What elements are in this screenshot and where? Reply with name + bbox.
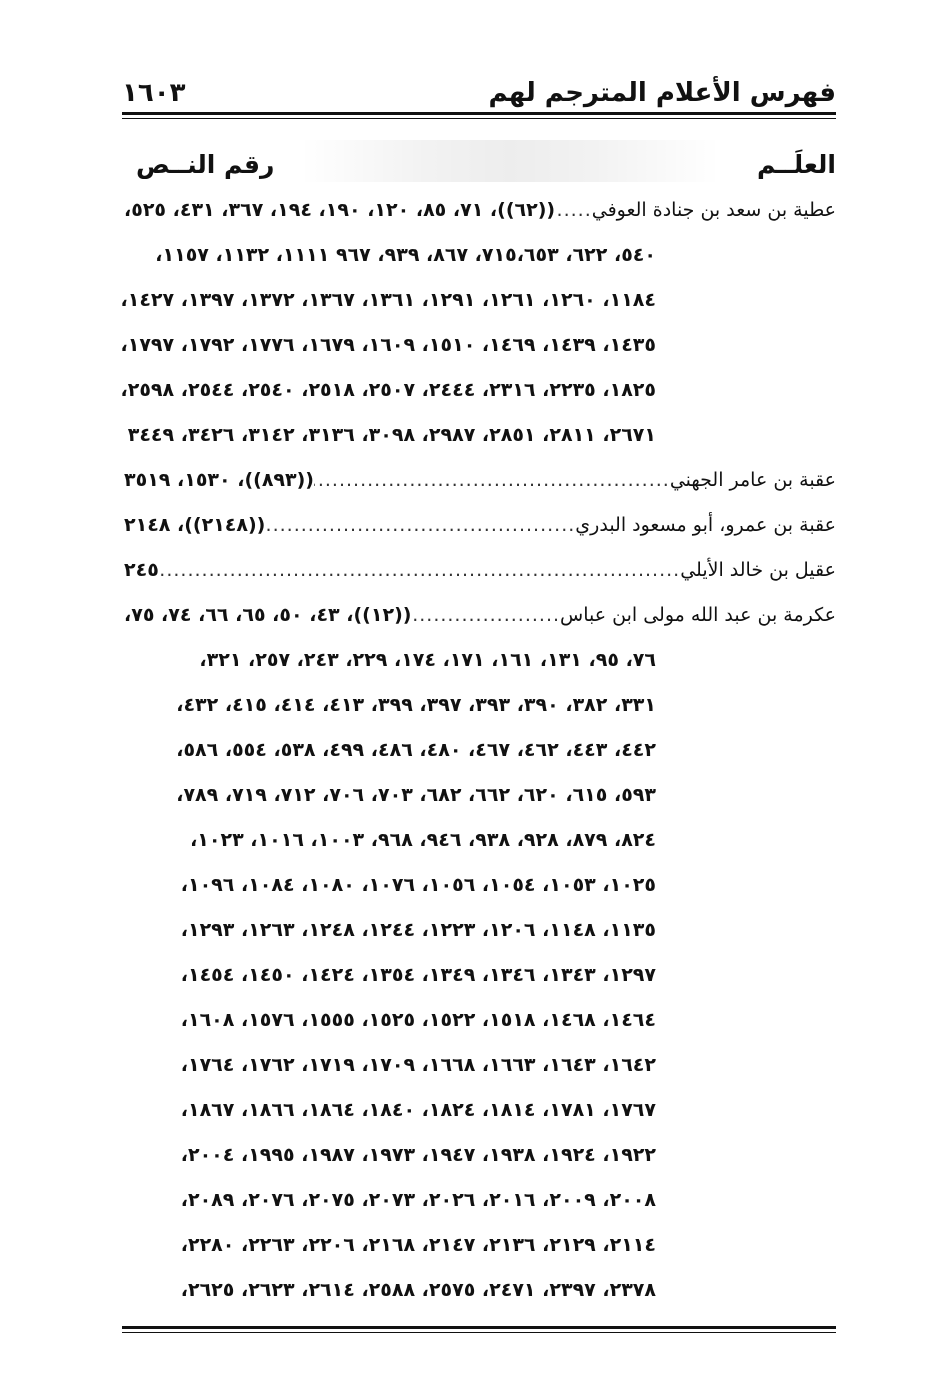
entry-text-numbers: ٥٩٣، ٦١٥، ٦٢٠، ٦٦٢، ٦٨٢، ٧٠٣، ٧٠٦، ٧١٢، ٧١٩، ٧٨٩، [176, 784, 656, 806]
entry-continuation-line [120, 283, 836, 328]
entry-text-numbers: ((٢١٤٨))، ٢١٤٨ [124, 514, 266, 536]
index-entries [120, 193, 836, 1318]
entry-text-numbers: ٨٢٤، ٨٧٩، ٩٢٨، ٩٣٨، ٩٤٦، ٩٦٨، ١٠٠٣، ١٠١٦، ١٠٢٣، [190, 829, 656, 851]
index-entry [124, 598, 836, 643]
entry-text-numbers: ١٠٢٥، ١٠٥٣، ١٠٥٤، ١٠٥٦، ١٠٧٦، ١٠٨٠، ١٠٨٤، ١٠٩٦، [180, 874, 656, 896]
entry-text-numbers: ((٨٩٣))، ١٥٣٠، ٣٥١٩ [124, 469, 314, 491]
running-head [122, 74, 836, 108]
entry-continuation-line [120, 328, 836, 373]
entry-text-numbers: ٢١١٤، ٢١٢٩، ٢١٣٦، ٢١٤٧، ٢١٦٨، ٢٢٠٦، ٢٢٦٣، ٢٢٨٠، [180, 1234, 656, 1256]
entry-text-numbers: ٣٣١، ٣٨٢، ٣٩٠، ٣٩٣، ٣٩٧، ٣٩٩، ٤١٣، ٤١٤، ٤١٥، ٤٣٢، [176, 694, 656, 716]
running-head-title: فهرس الأعلام المترجم لهم [488, 78, 836, 108]
index-entry [124, 463, 836, 508]
entry-continuation-line [124, 238, 836, 283]
entry-text-numbers: ((٦٢))، ٧١، ٨٥، ١٢٠، ١٩٠، ١٩٤، ٣٦٧، ٤٣١، ٥٢٥، [124, 199, 556, 221]
footer-rule-thin [122, 1332, 836, 1333]
entry-continuation-line [124, 1093, 836, 1138]
entry-text-numbers: ٤٤٢، ٤٤٣، ٤٦٢، ٤٦٧، ٤٨٠، ٤٨٦، ٤٩٩، ٥٣٨، ٥٥٤، ٥٨٦، [176, 739, 656, 761]
entry-continuation-line [124, 688, 836, 733]
entry-continuation-line [124, 958, 836, 1003]
entry-continuation-line [124, 1273, 836, 1318]
entry-text-numbers: ١٦٤٢، ١٦٤٣، ١٦٦٣، ١٦٦٨، ١٧٠٩، ١٧١٩، ١٧٦٢، ١٧٦٤، [180, 1054, 656, 1076]
entry-text-numbers: ١٤٣٥، ١٤٣٩، ١٤٦٩، ١٥١٠، ١٦٠٩، ١٦٧٩، ١٧٧٦، ١٧٩٢، ١٧٩٧، [120, 334, 656, 356]
entry-text-numbers: ٢٦٧١، ٢٨١١، ٢٨٥١، ٢٩٨٧، ٣٠٩٨، ٣١٣٦، ٣١٤٢، ٣٤٢٦، ٣٤٤٩ [127, 424, 656, 446]
header-rule [122, 112, 836, 115]
entry-continuation-line [124, 733, 836, 778]
entry-continuation-line [124, 868, 836, 913]
leader-dots [314, 463, 670, 508]
entry-text-numbers: ١٨٢٥، ٢٢٣٥، ٢٣١٦، ٢٤٤٤، ٢٥٠٧، ٢٥١٨، ٢٥٤٠، ٢٥٤٤، ٢٥٩٨، [120, 379, 656, 401]
entry-text-numbers: ١١٣٥، ١١٤٨، ١٢٠٦، ١٢٢٣، ١٢٤٤، ١٢٤٨، ١٢٦٣، ١٢٩٣، [180, 919, 656, 941]
entry-text-numbers: ٥٤٠، ٦٢٢، ٧١٥،٦٥٣، ٨٦٧، ٩٣٩، ٩٦٧ ١١١١، ١١٣٢، ١١٥٧، [155, 244, 656, 266]
entry-text-numbers: ١٧٦٧، ١٧٨١، ١٨١٤، ١٨٢٤، ١٨٤٠، ١٨٦٤، ١٨٦٦، ١٨٦٧، [180, 1099, 656, 1121]
index-entry [124, 508, 836, 553]
entry-text-numbers: ((١٢))، ٤٣، ٥٠، ٦٥، ٦٦، ٧٤، ٧٥، [124, 604, 412, 626]
entry-text-numbers: ٢٠٠٨، ٢٠٠٩، ٢٠١٦، ٢٠٢٦، ٢٠٧٣، ٢٠٧٥، ٢٠٧٦، ٢٠٨٩، [180, 1189, 656, 1211]
entry-text-numbers: ٧٦، ٩٥، ١٣١، ١٦١، ١٧١، ١٧٤، ٢٢٩، ٢٤٣، ٢٥٧، ٣٢١، [199, 649, 656, 671]
entry-name: عقبة بن عامر الجهني [669, 469, 836, 491]
entry-name: عكرمة بن عبد الله مولى ابن عباس [560, 604, 836, 626]
entry-text-numbers: ١٤٦٤، ١٤٦٨، ١٥١٨، ١٥٢٢، ١٥٢٥، ١٥٥٥، ١٥٧٦، ١٦٠٨، [180, 1009, 656, 1031]
entry-continuation-line [124, 913, 836, 958]
leader-dots [265, 508, 575, 553]
leader-dots [411, 598, 560, 643]
index-entry [124, 553, 836, 598]
entry-text-numbers: ١٢٩٧، ١٣٤٣، ١٣٤٦، ١٣٤٩، ١٣٥٤، ١٤٢٤، ١٤٥٠، ١٤٥٤، [180, 964, 656, 986]
entry-continuation-line [124, 1138, 836, 1183]
entry-continuation-line [124, 1003, 836, 1048]
entry-continuation-line [124, 1228, 836, 1273]
entry-continuation-line [124, 418, 836, 463]
entry-text-numbers: ١١٨٤، ١٢٦٠، ١٢٦١، ١٢٩١، ١٣٦١، ١٣٦٧، ١٣٧٢، ١٣٩٧، ١٤٢٧، [120, 289, 656, 311]
entry-name: عقبة بن عمرو، أبو مسعود البدري [575, 514, 836, 536]
column-headings [122, 146, 836, 182]
entry-continuation-line [124, 778, 836, 823]
entry-continuation-line [120, 373, 836, 418]
entry-text-numbers: ١٩٢٢، ١٩٢٤، ١٩٣٨، ١٩٤٧، ١٩٧٣، ١٩٨٧، ١٩٩٥، ٢٠٠٤، [180, 1144, 656, 1166]
entry-continuation-line [124, 643, 836, 688]
entry-continuation-line [124, 1183, 836, 1228]
entry-text-numbers: ٢٣٧٨، ٢٣٩٧، ٢٤٧١، ٢٥٧٥، ٢٥٨٨، ٢٦١٤، ٢٦٢٣، ٢٦٢٥، [180, 1279, 656, 1301]
column-heading-name: العلَــم [757, 149, 836, 179]
page-number: ١٦٠٣ [122, 78, 186, 108]
leader-dots [159, 553, 680, 598]
entry-name: عطية بن سعد بن جنادة العوفي [591, 199, 836, 221]
column-heading-number: رقم النــص [136, 149, 275, 179]
entry-text-numbers: ٢٤٥ [124, 559, 159, 581]
footer-rule [122, 1326, 836, 1329]
entry-continuation-line [124, 823, 836, 868]
index-entry [124, 193, 836, 238]
leader-dots [555, 193, 592, 238]
entry-name: عقيل بن خالد الأيلي [680, 559, 836, 581]
entry-continuation-line [124, 1048, 836, 1093]
header-rule-thin [122, 118, 836, 119]
